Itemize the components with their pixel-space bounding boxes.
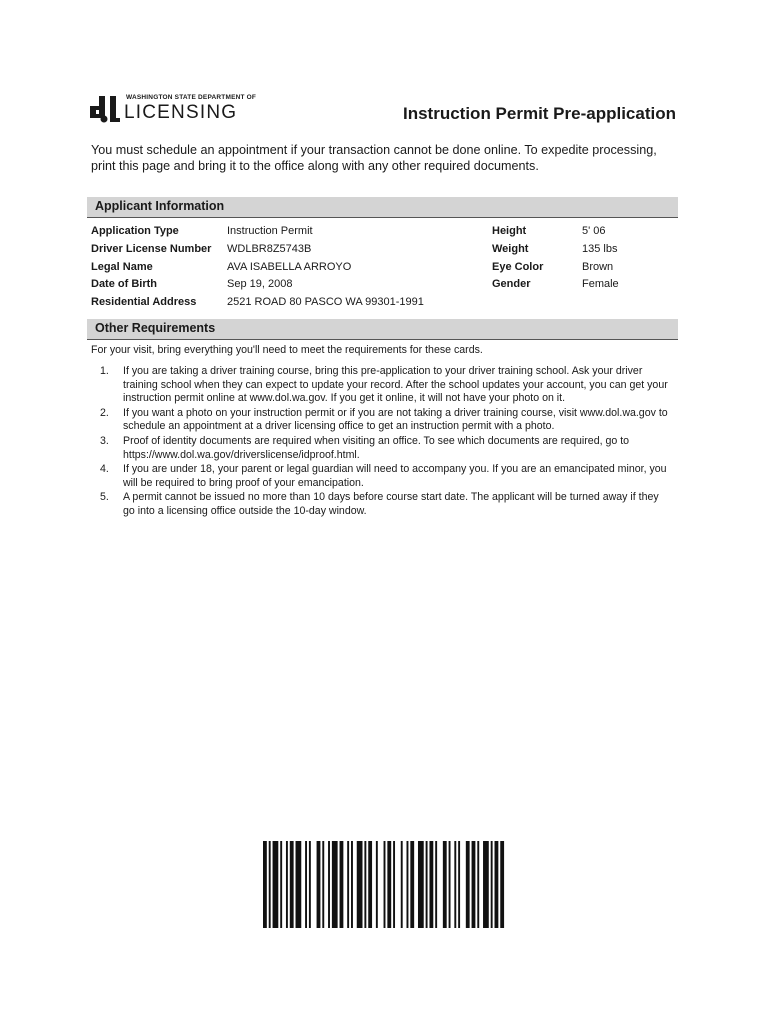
barcode-bar	[401, 841, 403, 928]
barcode-bar	[454, 841, 456, 928]
height-label: Height	[492, 225, 527, 237]
list-item-text: If you are under 18, your parent or legal guardian will need to accompany you. If you are an emancipated minor, you will be required to bring proof of your emancipation.	[123, 463, 667, 489]
logo-department-text: WASHINGTON STATE DEPARTMENT OF	[126, 94, 257, 101]
weight-label: Weight	[492, 243, 529, 255]
address-value: 2521 ROAD 80 PASCO WA 99301-1991	[227, 296, 424, 308]
height-value: 5' 06	[582, 225, 606, 237]
requirements-list	[91, 365, 671, 520]
barcode-bar	[357, 841, 363, 928]
list-item-text: A permit cannot be issued no more than 10 days before course start date. The applicant will be turned away if they go into a licensing office outside the 10-day window.	[123, 491, 659, 517]
info-row	[0, 278, 768, 296]
barcode-bar	[426, 841, 428, 928]
barcode-bar	[309, 841, 311, 928]
barcode-bar	[483, 841, 489, 928]
gender-label: Gender	[492, 278, 531, 290]
info-row	[0, 296, 768, 314]
barcode-bar	[263, 841, 267, 928]
application-type-label: Application Type	[91, 225, 179, 237]
eye-color-value: Brown	[582, 261, 614, 273]
barcode-bar	[322, 841, 324, 928]
intro-text: You must schedule an appointment if your transaction cannot be done online. To expedite processing, print this page and bring it to the office along with any other required documents.	[91, 143, 657, 173]
list-item-number: 5.	[100, 491, 109, 504]
list-item-number: 2.	[100, 406, 109, 419]
dol-logo-icon	[90, 94, 120, 124]
list-item	[91, 435, 671, 462]
barcode-bar	[347, 841, 349, 928]
requirements-intro: For your visit, bring everything you'll need to meet the requirements for these cards.	[91, 344, 483, 356]
barcode-bar	[384, 841, 386, 928]
dl-number-label: Driver License Number	[91, 243, 212, 255]
page-title: Instruction Permit Pre-application	[403, 104, 676, 123]
barcode-bar	[472, 841, 476, 928]
other-requirements-header	[87, 319, 678, 340]
list-item	[91, 491, 671, 518]
dob-label: Date of Birth	[91, 278, 157, 290]
eye-color-label: Eye Color	[492, 261, 544, 273]
list-item-number: 4.	[100, 463, 109, 476]
applicant-info-header	[87, 197, 678, 218]
barcode-bar	[286, 841, 288, 928]
legal-name-value: AVA ISABELLA ARROYO	[227, 261, 352, 273]
barcode-bar	[269, 841, 271, 928]
logo-licensing-text: LICENSING	[124, 102, 238, 123]
barcode-bar	[332, 841, 338, 928]
barcode-bar	[466, 841, 470, 928]
barcode-bar	[458, 841, 460, 928]
list-item-text: If you want a photo on your instruction permit or if you are not taking a driver training course, visit www.dol.wa.gov to schedule an appointment at a driver licensing office to get an instruction permit with a photo.	[123, 406, 668, 433]
address-label: Residential Address	[91, 296, 197, 308]
applicant-info-title: Applicant Information	[95, 199, 225, 213]
barcode-bar	[328, 841, 330, 928]
list-item-text: If you are taking a driver training course, bring this pre-application to your driver training school. Ask your driver training school when they can expect to update your record. After the school updates your account, you can get your instruction permit online at www.dol.wa.gov. If you get it online, it will not have your photo on it.	[123, 365, 668, 405]
barcode-bar	[340, 841, 344, 928]
list-item-text: Proof of identity documents are required when visiting an office. To see which documents are required, go to https://www.dol.wa.gov/driverslicense/idproof.html.	[123, 434, 630, 461]
list-item	[91, 407, 671, 434]
barcode-bar	[477, 841, 479, 928]
barcode-bar	[418, 841, 424, 928]
barcode-bar	[435, 841, 437, 928]
weight-value: 135 lbs	[582, 243, 618, 255]
barcode-bar	[429, 841, 433, 928]
list-item	[91, 365, 671, 406]
barcode-bar	[290, 841, 294, 928]
barcode-bar	[410, 841, 414, 928]
barcode-bar	[495, 841, 499, 928]
dol-logo	[90, 92, 257, 126]
info-row	[0, 243, 768, 261]
barcode-icon	[263, 841, 506, 928]
list-item-number: 1.	[100, 365, 109, 377]
legal-name-label: Legal Name	[91, 261, 153, 273]
barcode-bar	[368, 841, 372, 928]
dob-value: Sep 19, 2008	[227, 278, 293, 290]
barcode-bar	[376, 841, 378, 928]
barcode-bar	[393, 841, 395, 928]
barcode-bar	[351, 841, 353, 928]
barcode-bar	[364, 841, 366, 928]
barcode-bar	[449, 841, 451, 928]
barcode-bar	[407, 841, 409, 928]
list-item-number: 3.	[100, 434, 109, 447]
barcode-bar	[443, 841, 447, 928]
list-item	[91, 463, 671, 490]
gender-value: Female	[582, 278, 619, 290]
barcode-bar	[305, 841, 307, 928]
info-row	[0, 225, 768, 243]
barcode-bar	[491, 841, 493, 928]
barcode-bar	[500, 841, 504, 928]
dl-number-value: WDLBR8Z5743B	[227, 243, 312, 255]
other-requirements-title: Other Requirements	[95, 321, 216, 335]
info-row	[0, 261, 768, 279]
barcode-bar	[273, 841, 279, 928]
barcode-bar	[280, 841, 282, 928]
application-type-value: Instruction Permit	[227, 225, 313, 237]
barcode-bar	[387, 841, 391, 928]
barcode-bar	[296, 841, 302, 928]
barcode-bar	[317, 841, 321, 928]
